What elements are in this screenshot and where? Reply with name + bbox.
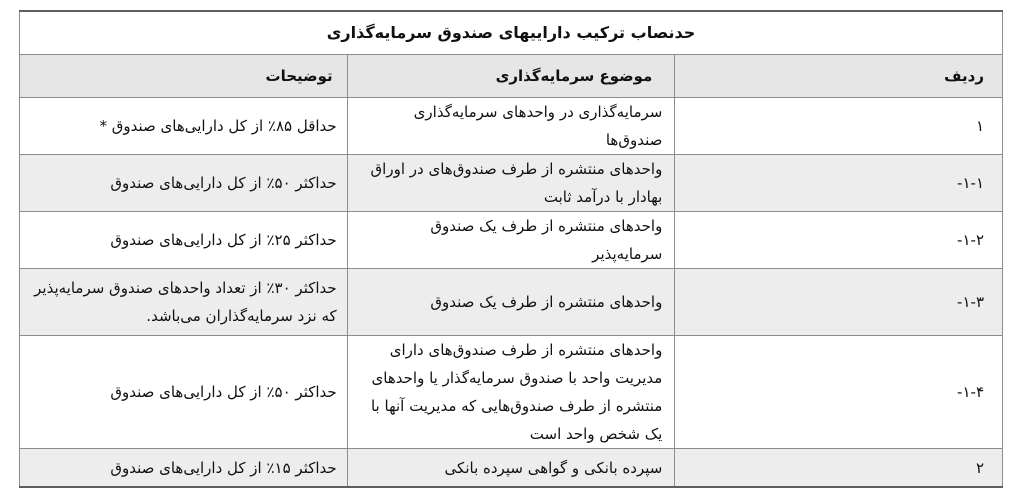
- notes-cell: حداکثر ۵۰٪ از کل دارایی‌های صندوق: [20, 336, 348, 449]
- row-number-cell: ۱: [675, 98, 1003, 155]
- subject-cell: واحدهای منتشره از طرف یک صندوق سرمایه‌پذیر: [347, 212, 675, 269]
- row-number-cell: ۱-۳-: [675, 269, 1003, 336]
- table-row: [20, 449, 1003, 488]
- notes-cell: حداکثر ۵۰٪ از کل دارایی‌های صندوق: [20, 155, 348, 212]
- table-row: [20, 269, 1003, 336]
- table-row: [20, 155, 1003, 212]
- header-notes: توضیحات: [20, 55, 348, 98]
- table-row: [20, 98, 1003, 155]
- table-title-row: [20, 11, 1003, 55]
- table-header-row: [20, 55, 1003, 98]
- notes-cell: حداکثر ۲۵٪ از کل دارایی‌های صندوق: [20, 212, 348, 269]
- header-row-number: ردیف: [675, 55, 1003, 98]
- row-number-cell: ۲: [675, 449, 1003, 488]
- notes-cell: حداکثر ۱۵٪ از کل دارایی‌های صندوق: [20, 449, 348, 488]
- row-number-cell: ۱-۴-: [675, 336, 1003, 449]
- subject-cell: سپرده بانکی و گواهی سپرده بانکی: [347, 449, 675, 488]
- subject-cell: واحدهای منتشره از طرف صندوق‌های دارای مدیریت واحد با صندوق سرمایه‌گذار یا واحدهای منتشره از طرف صندوق‌هایی که مدیریت آنها با یک شخص واحد است: [347, 336, 675, 449]
- allocation-table-container: [19, 10, 1003, 488]
- table-row: [20, 336, 1003, 449]
- subject-cell: سرمایه‌گذاری در واحدهای سرمایه‌گذاری صندوق‌ها: [347, 98, 675, 155]
- allocation-table: [19, 10, 1003, 488]
- header-subject: موضوع سرمایه‌گذاری: [347, 55, 675, 98]
- notes-cell: حداقل ۸۵٪ از کل دارایی‌های صندوق *: [20, 98, 348, 155]
- table-title: حدنصاب ترکیب داراییهای صندوق سرمایه‌گذاری: [20, 11, 1003, 55]
- row-number-cell: ۱-۲-: [675, 212, 1003, 269]
- subject-cell: واحدهای منتشره از طرف صندوق‌های در اوراق بهادار با درآمد ثابت: [347, 155, 675, 212]
- row-number-cell: ۱-۱-: [675, 155, 1003, 212]
- table-row: [20, 212, 1003, 269]
- subject-cell: واحدهای منتشره از طرف یک صندوق: [347, 269, 675, 336]
- notes-cell: حداکثر ۳۰٪ از تعداد واحدهای صندوق سرمایه‌پذیر که نزد سرمایه‌گذاران می‌باشد.: [20, 269, 348, 336]
